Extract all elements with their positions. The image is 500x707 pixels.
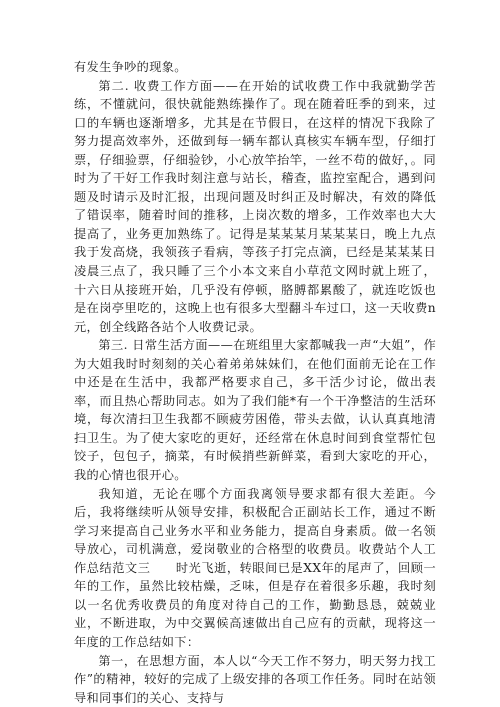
document-page <box>74 58 436 707</box>
paragraph-outlook-summary: 我知道，无论在哪个方面我离领导要求都有很大差距。今后，我将继续听从领导安排，积极配合正副站长工作，通过不断学习来提高自己业务水平和业务能力，提高自身素质。做一名领导放心，司机满意，爱岗敬业的合格型的收费员。收费站个人工作总结范文三 时光飞逝，转眼间已是XX年的尾声了，回顾一年的工作，虽然比较枯燥，乏味，但是存在着很多乐趣，我时刻以一名优秀收费员的角度对待自己的工作，勤勤恳恳，兢兢业业，不断进取，为中交翼候高速做出自己应有的贡献，现将这一年度的工作总结如下： <box>74 485 436 652</box>
paragraph-daily-life: 第三. 日常生活方面——在班组里大家都喊我一声“大姐”，作为大姐我时时刻刻的关心着弟弟妹妹们，在他们面前无论在工作中还是在生活中，我都严格要求自己，多干活少讨论，做出表率，而且热心帮助同志。如为了我们能*有一个干净整洁的生活环境，每次清扫卫生我都不顾疲劳困倦，带头去做，认认真真地清扫卫生。为了使大家吃的更好，还经常在休息时间到食堂帮忙包饺子，包包子，摘菜，有时候捎些新鲜菜，看到大家吃的开心，我的心情也很开心。 <box>74 336 436 484</box>
paragraph-ideology: 第一，在思想方面，本人以“今天工作不努力，明天努力找工作”的精神，较好的完成了上级安排的各项工作任务。同时在站领导和同事们的关心、支持与 <box>74 652 436 707</box>
paragraph-toll-work: 第二. 收费工作方面——在开始的试收费工作中我就勤学苦练，不懂就问，很快就能熟练操作了。现在随着旺季的到来，过口的车辆也逐渐增多，尤其是在节假日，在这样的情况下我除了努力提高效率外，还做到每一辆车都认真核实车辆车型，仔细打票，仔细验票，仔细验钞，小心放竿抬竿，一丝不苟的做好，。同时为了干好工作我时刻注意与站长，稽查，监控室配合，遇到问题及时请示及时汇报，出现问题及时纠正及时解决，有效的降低了错误率，随着时间的推移，上岗次数的增多，工作效率也大大提高了，业务更加熟练了。记得是某某某月某某某日，晚上九点我于发高烧，我领孩子看病，等孩子打完点滴，已经是某某某日凌晨三点了，我只睡了三个小本文来自小草范文网时就上班了，十六日从接班开始，几乎没有停顿，胳膊都累酸了，就连吃饭也是在岗亭里吃的，这晚上也有很多大型翻斗车过口，这一天收费n元，创全线路各站个人收费记录。 <box>74 77 436 337</box>
paragraph-intro-tail: 有发生争吵的现象。 <box>74 58 436 77</box>
